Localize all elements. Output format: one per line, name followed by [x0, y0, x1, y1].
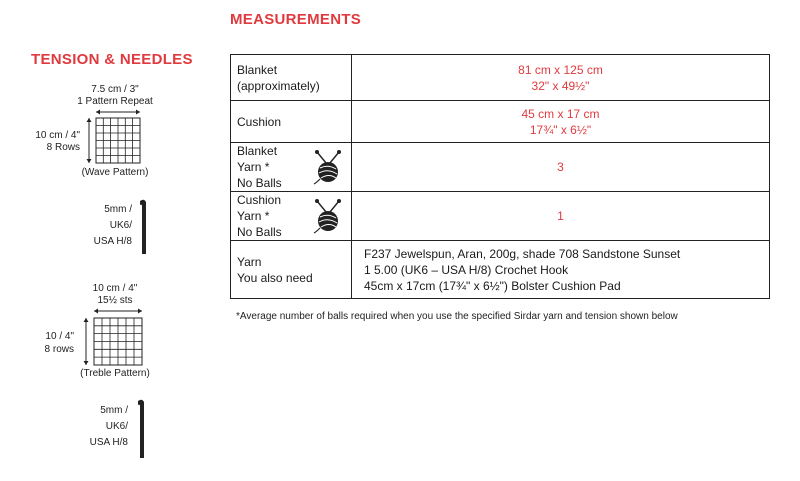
gauge-treble-rows-label: 8 rows [44, 344, 74, 355]
blanket-yarn-balls-value: 3 [352, 143, 770, 192]
grid-icon [80, 307, 146, 367]
hook-spec: 1 5.00 (UK6 – USA H/8) Crochet Hook [364, 262, 569, 277]
cushion-yarn-label-line3: No Balls [237, 225, 282, 239]
footnote: *Average number of balls required when you use the specified Sirdar yarn and tension shown below [236, 311, 678, 322]
blanket-size-value [352, 55, 770, 101]
hook-2-size-uk: UK6/ [105, 421, 128, 432]
gauge-treble-width-label: 10 cm / 4" [92, 283, 138, 294]
gauge-treble-height-label: 10 / 4" [45, 331, 74, 342]
blanket-yarn-label-line3: No Balls [237, 176, 282, 190]
blanket-yarn-label-line1: Blanket [237, 144, 278, 158]
measurements-table [230, 54, 770, 299]
cushion-size-label: Cushion [231, 101, 352, 143]
table-row [231, 55, 770, 101]
blanket-label: Blanket [237, 62, 278, 77]
blanket-yarn-label [231, 143, 352, 192]
cushion-size-imperial: 17¾" x 6½" [529, 122, 592, 137]
cushion-size-metric: 45 cm x 17 cm [521, 106, 600, 121]
hook-1-size-usa: USA H/8 [93, 236, 132, 247]
tension-needles-heading: TENSION & NEEDLES [31, 51, 193, 68]
blanket-size-imperial: 32" x 49½" [531, 78, 590, 93]
blanket-size-metric: 81 cm x 125 cm [518, 62, 603, 77]
gauge-wave-repeat-label: 1 Pattern Repeat [77, 96, 153, 107]
grid-icon [84, 108, 144, 166]
yarn-ball-icon [313, 149, 343, 185]
hook-2-size-mm: 5mm / [100, 405, 128, 416]
table-row [231, 101, 770, 143]
table-row [231, 143, 770, 192]
approximately-label: (approximately) [237, 78, 320, 93]
yarn-ball-icon [313, 198, 343, 234]
yarn-needs-value [352, 241, 770, 299]
cushion-pad-spec: 45cm x 17cm (17¾" x 6½") Bolster Cushion Pad [364, 278, 621, 293]
measurements-heading: MEASUREMENTS [230, 11, 362, 28]
gauge-treble-caption: (Treble Pattern) [80, 368, 150, 379]
gauge-treble-stitches-label: 15½ sts [97, 295, 133, 306]
crochet-hook-icon [134, 398, 148, 460]
blanket-size-label [231, 55, 352, 101]
gauge-wave-caption: (Wave Pattern) [81, 167, 149, 178]
yarn-label: Yarn [237, 254, 262, 269]
gauge-wave-rows-label: 8 Rows [46, 142, 80, 153]
blanket-yarn-label-line2: Yarn * [237, 160, 270, 174]
gauge-wave-height-label: 10 cm / 4" [35, 130, 80, 141]
hook-2-size-usa: USA H/8 [89, 437, 128, 448]
crochet-hook-icon [136, 198, 150, 256]
hook-1-size-mm: 5mm / [104, 204, 132, 215]
yarn-spec: F237 Jewelspun, Aran, 200g, shade 708 Sandstone Sunset [364, 246, 681, 261]
gauge-wave-width-label: 7.5 cm / 3" [91, 84, 139, 95]
table-row [231, 192, 770, 241]
cushion-yarn-balls-value: 1 [352, 192, 770, 241]
cushion-yarn-label-line2: Yarn * [237, 209, 270, 223]
cushion-yarn-label-line1: Cushion [237, 193, 282, 207]
hook-1-size-uk: UK6/ [109, 220, 132, 231]
yarn-needs-label [231, 241, 352, 299]
cushion-size-value [352, 101, 770, 143]
table-row [231, 241, 770, 299]
cushion-yarn-label [231, 192, 352, 241]
you-also-need-label: You also need [237, 270, 313, 285]
